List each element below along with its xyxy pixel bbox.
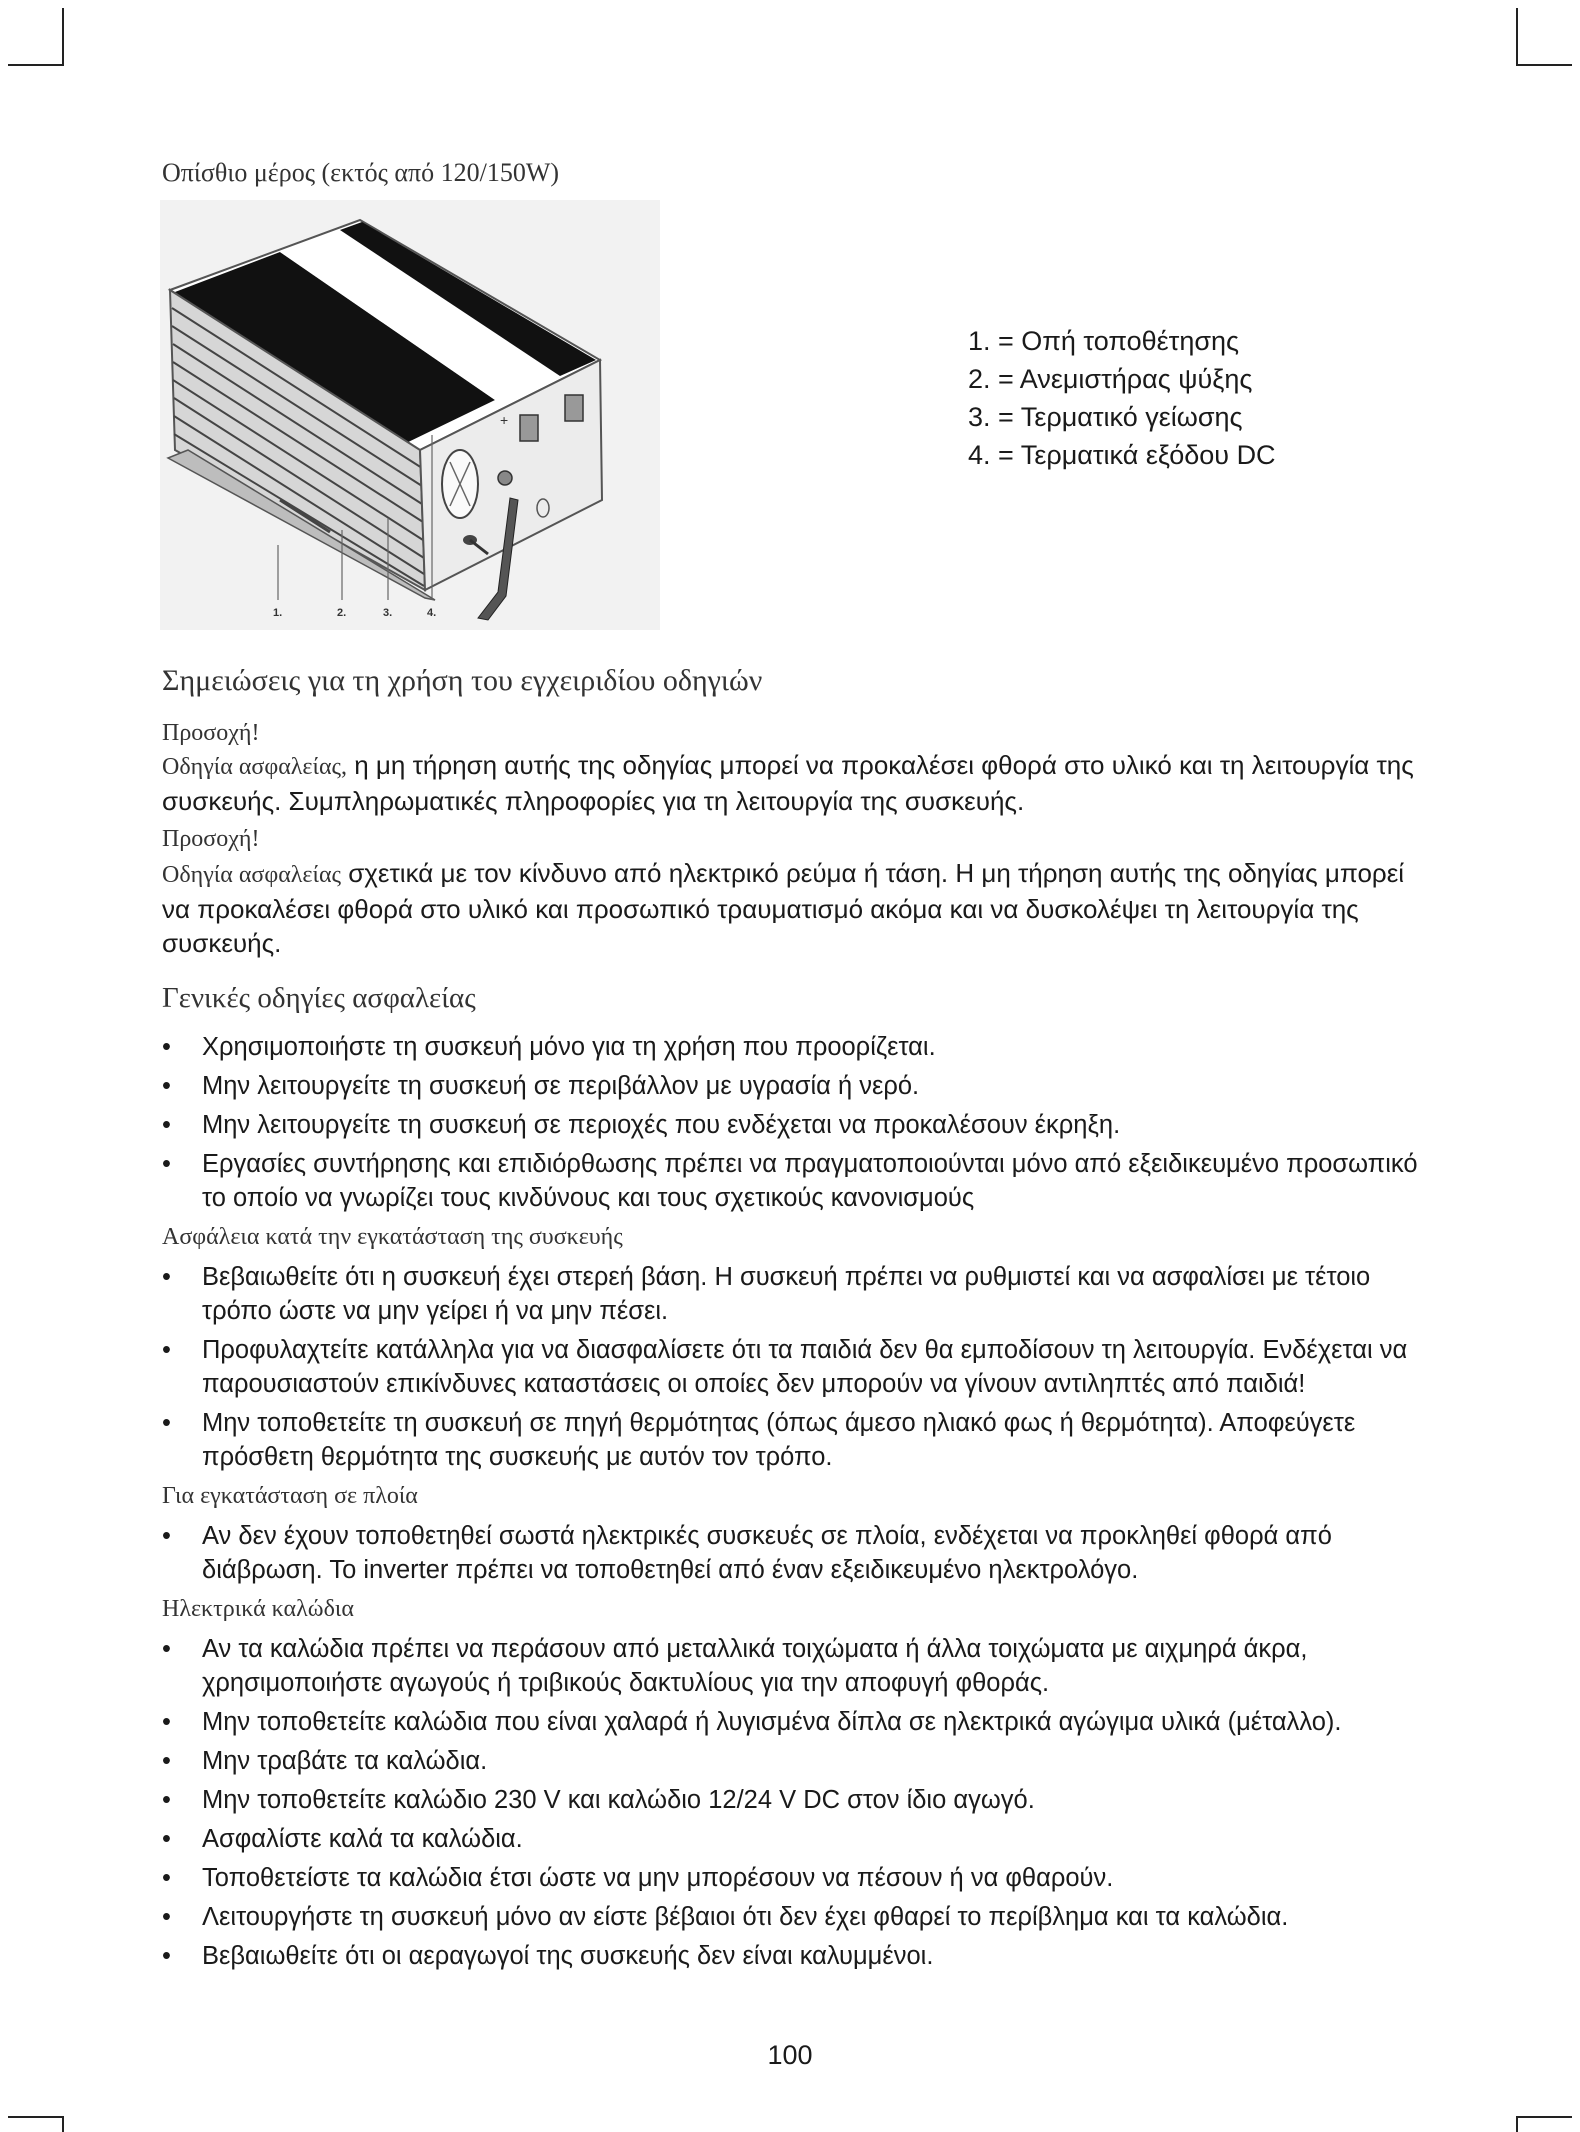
list-item: • Χρησιμοποιήστε τη συσκευή μόνο για τη χρήση που προορίζεται. [162,1030,1442,1064]
list-item: • Μην λειτουργείτε τη συσκευή σε περιοχές που ενδέχεται να προκαλέσουν έκρηξη. [162,1108,1442,1142]
list-item: • Ασφαλίστε καλά τα καλώδια. [162,1822,1442,1856]
crop-mark-top-left-h [8,64,64,66]
legend-item: 3. = Τερματικό γείωσης [968,402,1243,432]
legend-item: 2. = Ανεμιστήρας ψύξης [968,364,1253,394]
caution-text-1 [162,748,1432,818]
list-item: • Αν δεν έχουν τοποθετηθεί σωστά ηλεκτρικές συσκευές σε πλοία, ενδέχεται να προκληθεί φθορά από διάβρωση. Το inverter πρέπει να τοποθετηθεί από έναν εξειδικευμένο ηλεκτρολόγο. [162,1519,1442,1587]
caution-text-2 [162,856,1432,960]
page-number: 100 [767,2040,813,2070]
legend-item: 4. = Τερματικά εξόδου DC [968,440,1276,470]
caution-label-1: Προσοχή! [162,720,260,746]
crop-mark-bottom-right-v [1516,2116,1518,2132]
list-item: • Τοποθετείστε τα καλώδια έτσι ώστε να μην μπορέσουν να πέσουν ή να φθαρούν. [162,1861,1442,1895]
callout-3: 3. [383,607,393,619]
cables-list [162,1632,1442,1973]
figure-caption: Οπίσθιο μέρος (εκτός από 120/150W) [162,158,560,187]
list-item: • Μην λειτουργείτε τη συσκευή σε περιβάλλον με υγρασία ή νερό. [162,1069,1442,1103]
crop-mark-top-right-v [1516,8,1518,66]
callout-1: 1. [273,607,283,619]
ground-terminal [498,471,512,485]
inverter-rear-illustration [160,200,660,630]
boats-heading: Για εγκατάσταση σε πλοία [162,1483,418,1509]
crop-mark-bottom-left-h [8,2116,64,2118]
figure-legend [968,322,1276,474]
crop-mark-top-right-h [1516,64,1572,66]
notes-heading: Σημειώσεις για τη χρήση του εγχειριδίου οδηγιών [162,664,763,697]
list-item: • Αν τα καλώδια πρέπει να περάσουν από μεταλλικά τοιχώματα ή άλλα τοιχώματα με αιχμηρά άκρα, χρησιμοποιήστε αγωγούς ή τριβικούς δακτυλίους για την αποφυγή φθοράς. [162,1632,1442,1700]
cables-heading: Ηλεκτρικά καλώδια [162,1596,354,1622]
list-item: • Εργασίες συντήρησης και επιδιόρθωσης πρέπει να πραγματοποιούνται μόνο από εξειδικευμένο προσωπικό το οποίο να γνωρίζει τους κινδύνους και τους σχετικούς κανονισμούς [162,1147,1442,1215]
installation-list [162,1260,1442,1474]
list-item: • Λειτουργήστε τη συσκευή μόνο αν είστε βέβαιοι ότι δεν έχει φθαρεί το περίβλημα και τα καλώδια. [162,1900,1442,1934]
general-safety-list [162,1030,1442,1215]
caution-label-2: Προσοχή! [162,826,260,852]
crop-mark-top-left-v [62,8,64,66]
svg-text:+: + [500,412,509,428]
list-item: • Μην τοποθετείτε καλώδιο 230 V και καλώδιο 12/24 V DC στον ίδιο αγωγό. [162,1783,1442,1817]
caution-lead-2: Οδηγία ασφαλείας [162,862,342,888]
crop-mark-bottom-left-v [62,2116,64,2132]
list-item: • Μην τοποθετείτε τη συσκευή σε πηγή θερμότητας (όπως άμεσο ηλιακό φως ή θερμότητα). Αποφεύγετε πρόσθετη θερμότητα της συσκευής με αυτόν τον τρόπο. [162,1406,1442,1474]
installation-heading: Ασφάλεια κατά την εγκατάσταση της συσκευής [162,1224,623,1250]
dc-terminal-right [565,395,583,421]
list-item: • Προφυλαχτείτε κατάλληλα για να διασφαλίσετε ότι τα παιδιά δεν θα εμποδίσουν τη λειτουργία. Ενδέχεται να παρουσιαστούν επικίνδυνες καταστάσεις οι οποίες δεν μπορούν να γίνουν αντιληπτές από παιδιά! [162,1333,1442,1401]
dc-terminal-left [520,415,538,441]
list-item: • Μην τραβάτε τα καλώδια. [162,1744,1442,1778]
list-item: • Βεβαιωθείτε ότι η συσκευή έχει στερεή βάση. Η συσκευή πρέπει να ρυθμιστεί και να ασφαλίσει με τέτοιο τρόπο ώστε να μην γείρει ή να μην πέσει. [162,1260,1442,1328]
callout-4: 4. [427,607,437,619]
callout-2: 2. [337,607,347,619]
caution-body-2: σχετικά με τον κίνδυνο από ηλεκτρικό ρεύμα ή τάση. Η μη τήρηση αυτής της οδηγίας μπορεί να προκαλέσει φθορά στο υλικό και προσωπικό τραυματισμό ακόμα και να δυσκολέψει τη λειτουργία της συσκευής. [162,858,1405,958]
general-safety-heading: Γενικές οδηγίες ασφαλείας [162,982,476,1014]
legend-item: 1. = Οπή τοποθέτησης [968,326,1240,356]
crop-mark-bottom-right-h [1516,2116,1572,2118]
list-item: • Βεβαιωθείτε ότι οι αεραγωγοί της συσκευής δεν είναι καλυμμένοι. [162,1939,1442,1973]
boats-list [162,1519,1442,1587]
safety-content [162,1030,1442,1978]
caution-lead-1: Οδηγία ασφαλείας, [162,754,348,780]
list-item: • Μην τοποθετείτε καλώδια που είναι χαλαρά ή λυγισμένα δίπλα σε ηλεκτρικά αγώγιμα υλικά (μέταλλο). [162,1705,1442,1739]
caution-body-1: η μη τήρηση αυτής της οδηγίας μπορεί να προκαλέσει φθορά στο υλικό και τη λειτουργία της συσκευής. Συμπληρωματικές πληροφορίες για τη λειτουργία της συσκευής. [162,750,1414,816]
